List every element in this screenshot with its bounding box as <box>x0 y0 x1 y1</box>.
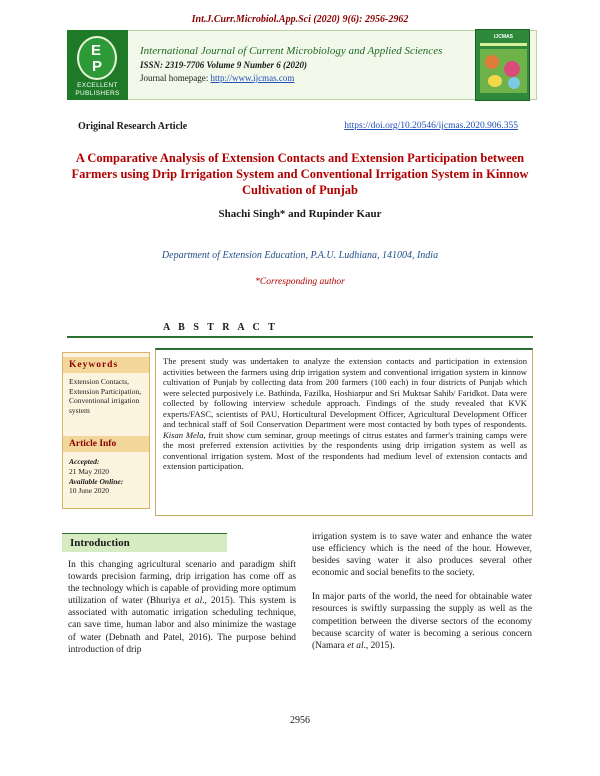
logo-text: EXCELLENT PUBLISHERS <box>75 82 120 97</box>
homepage-label: Journal homepage: <box>140 73 211 83</box>
abstract-divider <box>67 336 533 338</box>
authors: Shachi Singh* and Rupinder Kaur <box>218 208 382 220</box>
homepage-link[interactable]: http://www.ijcmas.com <box>210 73 295 83</box>
running-head: Int.J.Curr.Microbiol.App.Sci (2020) 9(6): 2956-2962 <box>191 14 409 25</box>
available-label: Available Online: <box>69 476 124 486</box>
intro-paragraph-2: irrigation system is to save water and enhance the water use efficiency which is the need of the hour. However, besides saving water it also produces several other economic and social benefits to the society. <box>312 532 532 579</box>
affiliation: Department of Extension Education, P.A.U. Ludhiana, 141004, India <box>161 250 439 261</box>
body-column-left <box>68 559 296 668</box>
intro-paragraph-3: In major parts of the world, the need for obtainable water resources is swiftly surpassing the supply as well as the competition between the diverse sectors of the economy because scarcity of water is becoming a serious concern (Namara et al., 2015). <box>312 592 532 651</box>
cover-band <box>480 43 527 46</box>
journal-homepage <box>140 73 294 83</box>
abstract-text: The present study was undertaken to analyze the extension contacts and participation in extension activities between the farmers using drip irrigation system and conventional irrigation system in kinnow cultivation of Punjab by collecting data from 200 farmers (100 each) in four districts of Punjab which were selected purposively i.e. Bathinda, Fazilka, Hoshiarpur and Sri Muktsar Sahib/ Faridkot. Data were collected by following interview schedule approach. Findings of the study revealed that KVK experts/FASC, scientists of PAU, Horticultural Development Officer, Agricultural Development Officer and technical staff of Soil Conservation Department were most contacted by both types of respondents. Kisan Mela, fruit show cum seminar, group meetings of citrus estates and farmer's training camps were the most preferred extension activities by the respondents using drip irrigation system as well as conventional irrigation system. Most of the respondents had medium level of extension contacts and extension participation. <box>163 356 527 472</box>
article-type: Original Research Article <box>78 121 188 132</box>
body-column-right <box>312 531 532 664</box>
introduction-heading: Introduction <box>62 533 227 552</box>
logo-emblem-icon <box>77 36 117 80</box>
accepted-label: Accepted: <box>69 457 100 466</box>
issn-line: ISSN: 2319-7706 Volume 9 Number 6 (2020) <box>140 60 308 70</box>
abstract-heading: A B S T R A C T <box>163 322 278 333</box>
publisher-logo <box>67 30 128 100</box>
article-info-dates <box>69 457 147 496</box>
page-number: 2956 <box>290 715 310 726</box>
article-meta-row <box>78 121 518 132</box>
sidebar-panel <box>62 352 150 509</box>
abstract-box <box>155 348 533 516</box>
cover-collage-icon <box>480 49 527 93</box>
cover-title: IJCMAS <box>494 34 513 40</box>
keywords-list: Extension Contacts, Extension Participation, Conventional irrigation system <box>69 377 142 415</box>
corresponding-author-note: *Corresponding author <box>255 277 345 287</box>
logo-letter-p: P <box>92 58 103 75</box>
doi-link[interactable]: https://doi.org/10.20546/ijcmas.2020.906.355 <box>344 121 518 131</box>
journal-cover-image <box>475 29 530 101</box>
journal-title: International Journal of Current Microbiology and Applied Sciences <box>140 45 443 57</box>
article-info-heading: Article Info <box>63 436 149 452</box>
available-date: 10 June 2020 <box>69 486 109 496</box>
accepted-date: 21 May 2020 <box>69 466 109 476</box>
logo-letter-e: E <box>91 42 102 59</box>
article-title: A Comparative Analysis of Extension Contacts and Extension Participation between Farmers using Drip Irrigation System and Conventional Irrigation System in Kinnow Cultivation of Punjab <box>71 151 529 197</box>
keywords-heading: Keywords <box>63 357 149 373</box>
intro-paragraph-1: In this changing agricultural scenario and paradigm shift towards precision farming, drip irrigation has come off as the technology which is capable of providing more optimum utilization of water (Bhuriya et al., 2015). This system is associated with automatic irrigation scheduling technique, can save time, human labor and also minimize the wastage of water (Debnath and Patel, 2016). The purpose behind introduction of drip <box>68 560 297 655</box>
